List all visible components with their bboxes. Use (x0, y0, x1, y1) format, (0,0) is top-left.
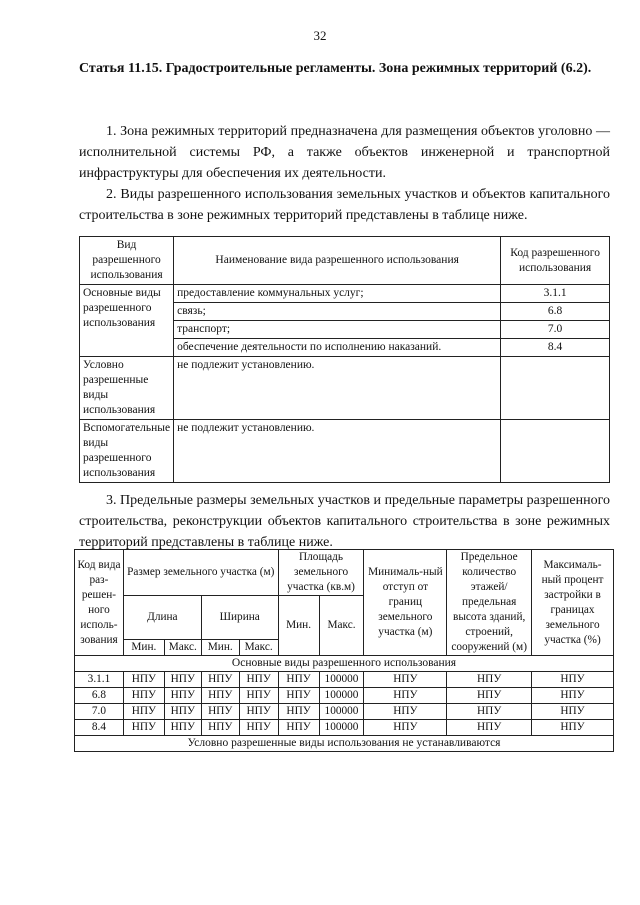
header-size: Размер земельного участка (м) (123, 550, 278, 596)
section-row (75, 736, 614, 752)
cell: 100000 (319, 672, 364, 688)
use-code: 8.4 (501, 339, 610, 357)
table-row (80, 285, 610, 303)
cell: НПУ (447, 688, 532, 704)
table-row (75, 672, 614, 688)
group-label-auxiliary: Вспомогательные виды разрешенного использования (80, 420, 174, 483)
limits-table (74, 549, 614, 752)
table-header-row (80, 237, 610, 285)
paragraph-1: 1. Зона режимных территорий предназначена для размещения объектов уголовно — исполнительной системы РФ, а также объектов инженерной и транспортной инфраструктуры для обеспечения их деятельности. (79, 124, 610, 181)
cell: НПУ (447, 720, 532, 736)
use-name: связь; (174, 303, 501, 321)
cell: НПУ (239, 720, 278, 736)
cell: НПУ (364, 704, 447, 720)
table-row (75, 704, 614, 720)
cell: НПУ (532, 720, 614, 736)
cell: НПУ (278, 720, 319, 736)
cell: 100000 (319, 720, 364, 736)
table-row (75, 720, 614, 736)
cell: 7.0 (75, 704, 124, 720)
cell: 100000 (319, 688, 364, 704)
cell: НПУ (447, 672, 532, 688)
header-width: Ширина (201, 596, 278, 640)
paragraph-3: 3. Предельные размеры земельных участков и предельные параметры разрешенного строительства, реконструкции объектов капитального строительства в зоне режимных территорий представлены в таблице ниже. (79, 493, 610, 550)
use-code: 7.0 (501, 321, 610, 339)
header-width-max: Макс. (239, 640, 278, 656)
header-area: Площадь земельного участка (кв.м) (278, 550, 364, 596)
article-heading: Статья 11.15. Градостроительные регламенты. Зона режимных территорий (6.2). (79, 61, 592, 76)
cell: НПУ (201, 720, 239, 736)
use-code: 6.8 (501, 303, 610, 321)
group-label-conditional: Условно разрешенные виды использования (80, 357, 174, 420)
cell: НПУ (201, 688, 239, 704)
header-setback: Минималь-ный отступ от границ земельного участка (м) (364, 550, 447, 656)
use-code: 3.1.1 (501, 285, 610, 303)
header-width-min: Мин. (201, 640, 239, 656)
cell: НПУ (164, 720, 201, 736)
header-use-type: Вид разрешенного использования (80, 237, 174, 285)
cell: НПУ (239, 672, 278, 688)
cell: НПУ (164, 672, 201, 688)
cell: НПУ (164, 704, 201, 720)
cell: НПУ (239, 688, 278, 704)
header-area-min: Мин. (278, 596, 319, 656)
use-code (501, 357, 610, 420)
cell: НПУ (532, 688, 614, 704)
table-row (80, 420, 610, 483)
use-name: не подлежит установлению. (174, 357, 501, 420)
header-floors: Предельное количество этажей/ предельная высота зданий, строений, сооружений (м) (447, 550, 532, 656)
permitted-use-table (79, 236, 610, 483)
cell: 3.1.1 (75, 672, 124, 688)
cell: НПУ (164, 688, 201, 704)
use-name: предоставление коммунальных услуг; (174, 285, 501, 303)
cell: НПУ (201, 704, 239, 720)
use-name: обеспечение деятельности по исполнению наказаний. (174, 339, 501, 357)
cell: НПУ (447, 704, 532, 720)
cell: НПУ (364, 672, 447, 688)
cell: 100000 (319, 704, 364, 720)
cell: НПУ (532, 672, 614, 688)
group-label-main: Основные виды разрешенного использования (80, 285, 174, 357)
footer-note: Условно разрешенные виды использования не устанавливаются (75, 736, 614, 752)
cell: НПУ (123, 720, 164, 736)
header-use-code: Код разрешенного использования (501, 237, 610, 285)
cell: НПУ (364, 720, 447, 736)
header-area-max: Макс. (319, 596, 364, 656)
table-row (75, 688, 614, 704)
use-name: не подлежит установлению. (174, 420, 501, 483)
header-code: Код вида раз-решен-ного исполь-зования (75, 550, 124, 656)
header-use-name: Наименование вида разрешенного использования (174, 237, 501, 285)
cell: НПУ (278, 672, 319, 688)
section-main-label: Основные виды разрешенного использования (75, 656, 614, 672)
cell: НПУ (123, 688, 164, 704)
header-length-min: Мин. (123, 640, 164, 656)
header-length-max: Макс. (164, 640, 201, 656)
cell: 6.8 (75, 688, 124, 704)
cell: НПУ (123, 672, 164, 688)
header-length: Длина (123, 596, 201, 640)
header-coverage: Максималь-ный процент застройки в границах земельного участка (%) (532, 550, 614, 656)
section-row (75, 656, 614, 672)
page-number: 32 (313, 28, 327, 43)
cell: НПУ (278, 688, 319, 704)
cell: 8.4 (75, 720, 124, 736)
use-code (501, 420, 610, 483)
cell: НПУ (123, 704, 164, 720)
use-name: транспорт; (174, 321, 501, 339)
cell: НПУ (201, 672, 239, 688)
paragraph-2: 2. Виды разрешенного использования земельных участков и объектов капитального строительства в зоне режимных территорий представлены в таблице ниже. (79, 187, 610, 223)
table-row (80, 357, 610, 420)
cell: НПУ (239, 704, 278, 720)
table-header-row (75, 550, 614, 596)
cell: НПУ (532, 704, 614, 720)
cell: НПУ (278, 704, 319, 720)
cell: НПУ (364, 688, 447, 704)
